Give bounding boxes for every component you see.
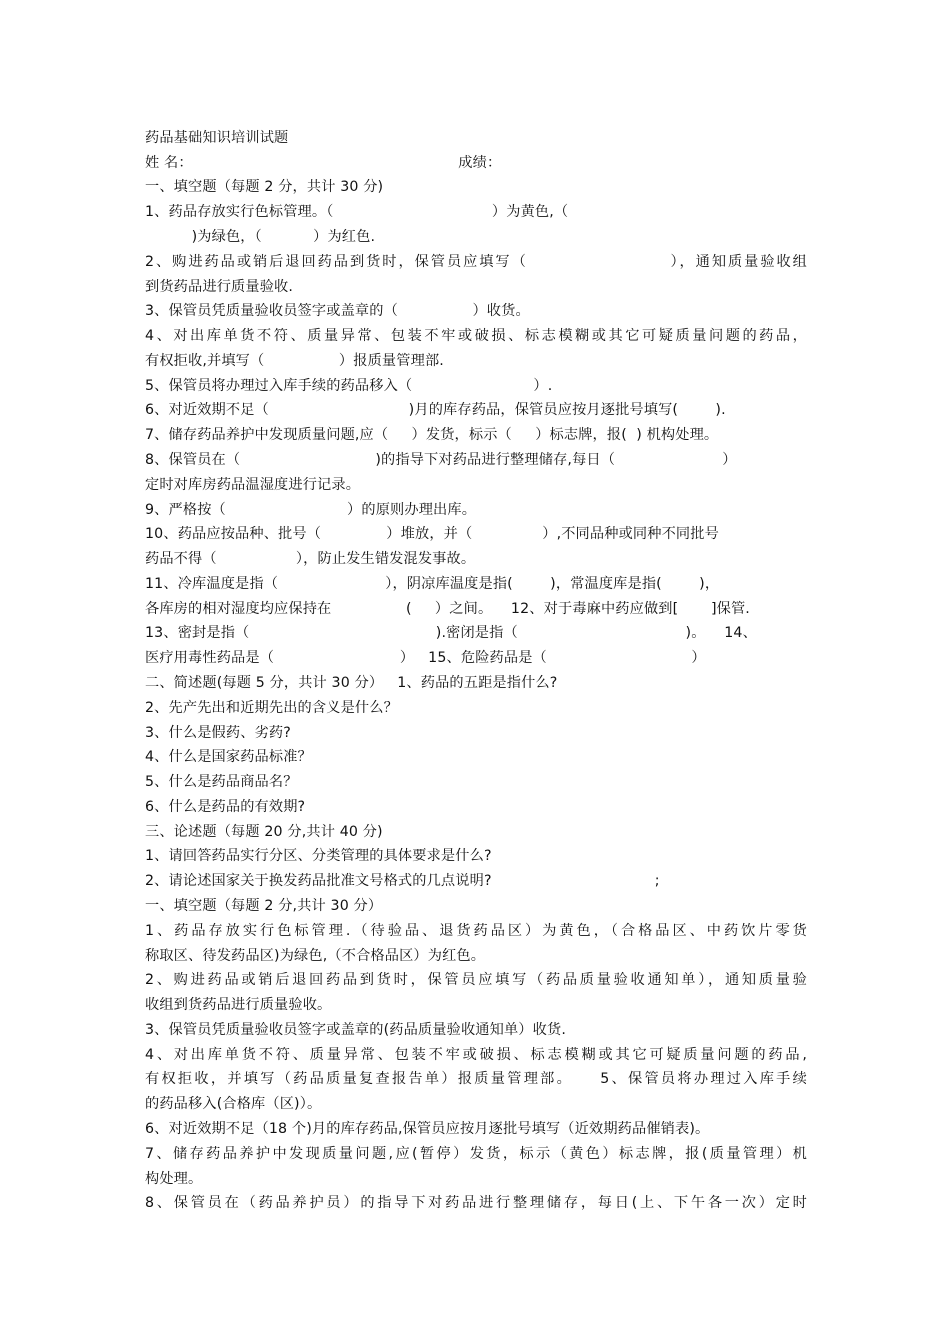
section-heading: 一、填空题（每题 2 分，共计 30 分)	[145, 179, 384, 195]
question-line: 2、先产先出和近期先出的含义是什么？	[145, 700, 398, 716]
question-line: 9、严格按（ ）的原则办理出库。	[145, 502, 477, 518]
question-line: 1、药品存放实行色标管理。（ ）为黄色,（	[145, 204, 569, 220]
question-line: 2、购进药品或销后退回药品到货时，保管员应填写（ ），通知质量验收组	[145, 254, 807, 270]
question-line: 药品不得（ ），防止发生错发混发事故。	[145, 551, 476, 567]
answer-line: 8、保管员在（药品养护员）的指导下对药品进行整理储存，每日(上、下午各一次）定时	[145, 1195, 807, 1211]
question-line: )为绿色，（ ）为红色.	[145, 229, 376, 245]
answer-line: 收组到货药品进行质量验收。	[145, 997, 332, 1013]
answer-line: 2、购进药品或销后退回药品到货时，保管员应填写（药品质量验收通知单），通知质量验	[145, 972, 807, 988]
question-line: 各库房的相对湿度均应保持在 ( ）之间。 12、对于毒麻中药应做到[ ]保管.	[145, 601, 750, 617]
document-title: 药品基础知识培训试题	[145, 130, 289, 146]
answer-line: 3、保管员凭质量验收员签字或盖章的(药品质量验收通知单）收货.	[145, 1022, 566, 1038]
answer-line: 构处理。	[145, 1171, 203, 1187]
question-line: 8、保管员在（ )的指导下对药品进行整理储存,每日（ ）	[145, 452, 737, 468]
answer-line: 6、对近效期不足（18 个)月的库存药品,保管员应按月逐批号填写（近效期药品催销表)。	[145, 1121, 710, 1137]
question-line: 6、对近效期不足（ )月的库存药品，保管员应按月逐批号填写( ).	[145, 402, 726, 418]
section-heading: 三、论述题（每题 20 分,共计 40 分)	[145, 824, 383, 840]
question-line: 医疗用毒性药品是（ ） 15、危险药品是（ ）	[145, 650, 706, 666]
question-line: 5、保管员将办理过入库手续的药品移入（ ）.	[145, 378, 553, 394]
question-line: 定时对库房药品温湿度进行记录。	[145, 477, 361, 493]
name-score-line: 姓 名： 成绩：	[145, 155, 502, 171]
question-line: 1、请回答药品实行分区、分类管理的具体要求是什么?	[145, 848, 492, 864]
question-line: 6、什么是药品的有效期?	[145, 799, 306, 815]
question-line: 4、什么是国家药品标准？	[145, 749, 312, 765]
question-line: 5、什么是药品商品名？	[145, 774, 298, 790]
answer-line: 称取区、待发药品区)为绿色,（不合格品区）为红色。	[145, 948, 486, 964]
question-line: 3、保管员凭质量验收员签字或盖章的（ ）收货。	[145, 303, 530, 319]
question-line: 10、药品应按品种、批号（ ）堆放，并（ ）,不同品种或同种不同批号	[145, 526, 719, 542]
answer-line: 1、药品存放实行色标管理.（待验品、退货药品区）为黄色，（合格品区、中药饮片零货	[145, 923, 807, 939]
question-line: 13、密封是指（ ).密闭是指（ )。 14、	[145, 625, 757, 641]
question-line: 3、什么是假药、劣药?	[145, 725, 291, 741]
answer-line: 7、储存药品养护中发现质量问题,应(暂停）发货，标示（黄色）标志牌，报(质量管理）机	[145, 1146, 807, 1162]
section-heading: 一、填空题（每题 2 分,共计 30 分）	[145, 898, 383, 914]
question-line: 2、请论述国家关于换发药品批准文号格式的几点说明? ;	[145, 873, 660, 889]
answer-line: 有权拒收，并填写（药品质量复查报告单）报质量管理部。 5、保管员将办理过入库手续	[145, 1071, 807, 1087]
question-line: 11、冷库温度是指（ ），阴凉库温度是指( )，常温度库是指( )，	[145, 576, 720, 592]
answer-line: 4、对出库单货不符、质量异常、包装不牢或破损、标志模糊或其它可疑质量问题的药品,	[145, 1047, 807, 1063]
answer-line: 的药品移入(合格库（区)）。	[145, 1096, 322, 1112]
question-line: 7、储存药品养护中发现质量问题,应（ ）发货，标示（ ）标志牌，报( ) 机构处理。	[145, 427, 719, 443]
question-line: 有权拒收,并填写（ ）报质量管理部.	[145, 353, 444, 369]
question-line: 到货药品进行质量验收.	[145, 279, 294, 295]
section-heading: 二、简述题(每题 5 分，共计 30 分） 1、药品的五距是指什么?	[145, 675, 558, 691]
question-line: 4、对出库单货不符、质量异常、包装不牢或破损、标志模糊或其它可疑质量问题的药品，	[145, 328, 807, 344]
